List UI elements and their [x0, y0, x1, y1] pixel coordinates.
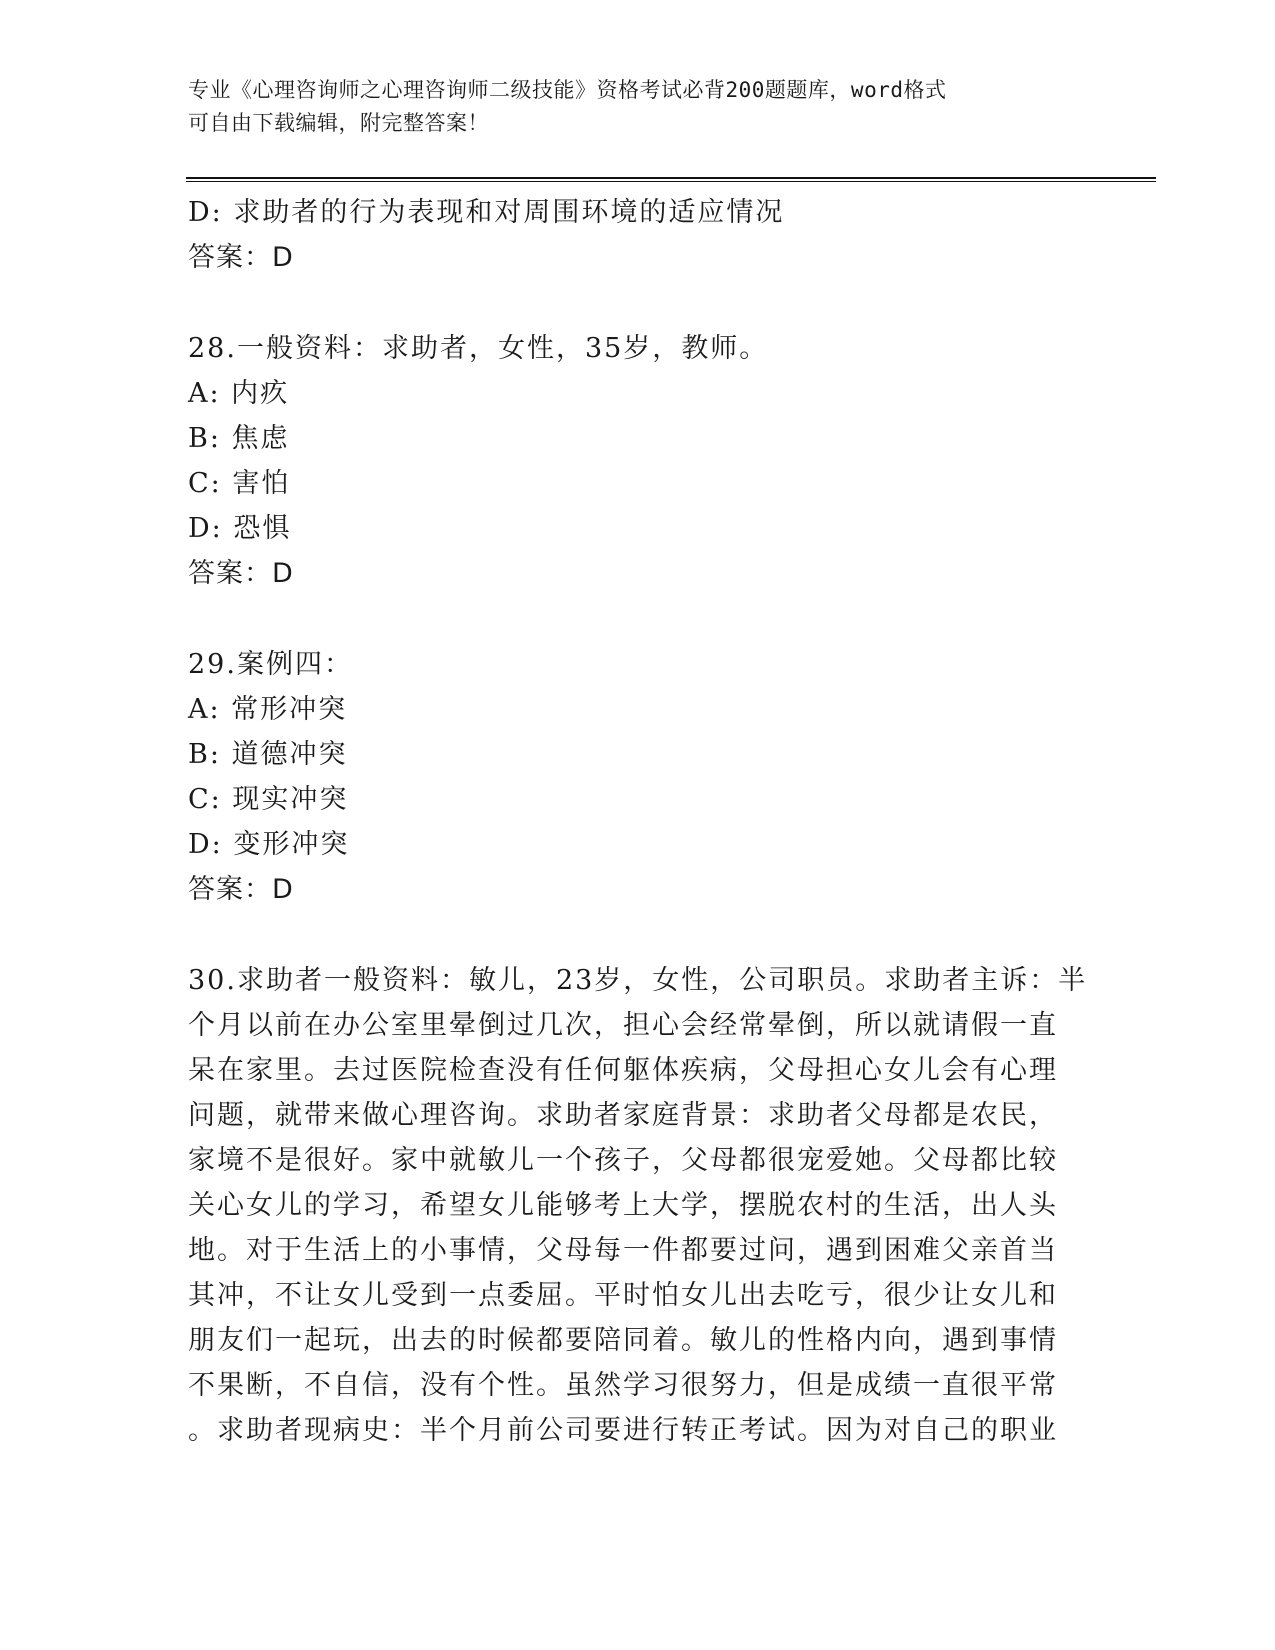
spacer — [188, 912, 1088, 958]
question-text-line: 不果断，不自信，没有个性。虽然学习很努力，但是成绩一直很平常 — [188, 1370, 1058, 1401]
question-text-line: 其冲，不让女儿受到一点委屈。平时怕女儿出去吃亏，很少让女儿和 — [188, 1280, 1058, 1311]
option-c: C: 现实冲突 — [188, 784, 349, 815]
question-29 — [188, 642, 1088, 912]
question-text-line: 朋友们一起玩，出去的时候都要陪同着。敏儿的性格内向，遇到事情 — [188, 1325, 1058, 1356]
question-30 — [188, 958, 1088, 1453]
option-b: B: 焦虑 — [188, 423, 290, 454]
question-text-line: 关心女儿的学习，希望女儿能够考上大学，摆脱农村的生活，出人头 — [188, 1190, 1058, 1221]
question-stem: 29.案例四： — [188, 649, 353, 680]
option-d: D: 恐惧 — [188, 513, 292, 544]
question-text-line: 地。对于生活上的小事情，父母每一件都要过问，遇到困难父亲首当 — [188, 1235, 1058, 1266]
question-answer: 答案：D — [188, 874, 294, 905]
prev-question-answer: 答案：D — [188, 242, 294, 273]
spacer — [188, 596, 1088, 642]
question-28 — [188, 326, 1088, 596]
question-text-line: 个月以前在办公室里晕倒过几次，担心会经常晕倒，所以就请假一直 — [188, 1010, 1058, 1041]
option-d: D: 变形冲突 — [188, 829, 350, 860]
spacer — [188, 280, 1088, 326]
question-stem: 28.一般资料：求助者，女性，35岁，教师。 — [188, 333, 769, 364]
option-a: A: 内疚 — [188, 378, 290, 409]
document-header — [188, 74, 1068, 140]
question-text-line: 问题，就带来做心理咨询。求助者家庭背景：求助者父母都是农民， — [188, 1100, 1058, 1131]
header-line-1: 专业《心理咨询师之心理咨询师二级技能》资格考试必背200题题库，word格式 — [188, 78, 947, 102]
option-b: B: 道德冲突 — [188, 739, 348, 770]
option-c: C: 害怕 — [188, 468, 291, 499]
document-body — [188, 190, 1088, 1453]
header-divider — [186, 177, 1156, 182]
prev-question-option-d: D: 求助者的行为表现和对周围环境的适应情况 — [188, 197, 785, 228]
question-text-line: 家境不是很好。家中就敏儿一个孩子，父母都很宠爱她。父母都比较 — [188, 1145, 1058, 1176]
option-a: A: 常形冲突 — [188, 694, 348, 725]
question-answer: 答案：D — [188, 558, 294, 589]
question-text-line: 。求助者现病史：半个月前公司要进行转正考试。因为对自己的职业 — [188, 1415, 1058, 1446]
question-text-line: 呆在家里。去过医院检查没有任何躯体疾病，父母担心女儿会有心理 — [188, 1055, 1058, 1086]
header-line-2: 可自由下载编辑，附完整答案！ — [188, 111, 489, 135]
question-text-line: 30.求助者一般资料：敏儿，23岁，女性，公司职员。求助者主诉：半 — [188, 965, 1088, 996]
